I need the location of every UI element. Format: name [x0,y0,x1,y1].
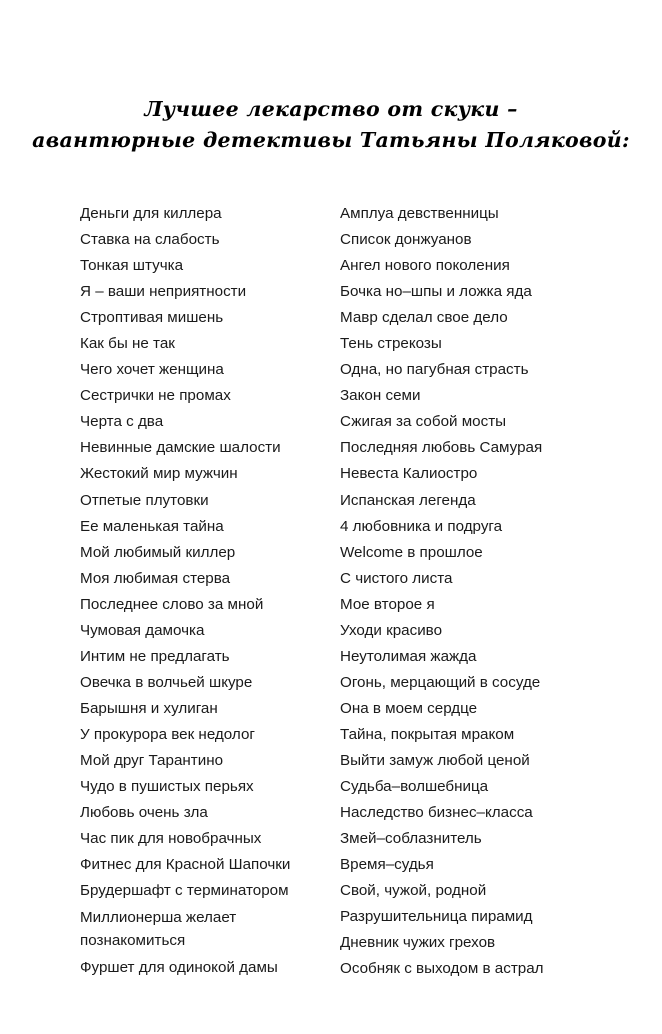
list-item: Особняк с выходом в астрал [340,960,544,978]
list-item: Черта с два [80,413,164,431]
list-item: Мое второе я [340,595,435,613]
list-item: Я – ваши неприятности [80,283,247,301]
list-item: Невинные дамские шалости [80,439,281,457]
list-item: Строптивая мишень [80,309,224,327]
list-item: Отпетые плутовки [80,491,209,509]
list-item: Ставка на слабость [80,231,220,249]
list-item: Чего хочет женщина [80,361,224,379]
page-title-line-2: авантюрные детективы Татьяны Поляковой: [32,128,630,152]
list-item: Жестокий мир мужчин [80,465,238,483]
list-item: Ангел нового поколения [340,257,510,275]
list-item: Брудершафт с терминатором [80,882,289,900]
list-item: Миллионерша желает познакомиться [80,909,241,950]
list-item: Судьба–волшебница [340,778,489,796]
list-item: Деньги для киллера [80,205,222,222]
list-item: Чумовая дамочка [80,621,205,639]
list-item: Последняя любовь Самурая [340,439,543,457]
list-item: Дневник чужих грехов [340,934,496,952]
list-item: Тайна, покрытая мраком [340,725,515,743]
list-item: Уходи красиво [340,621,443,639]
list-item: Огонь, мерцающий в сосуде [340,673,541,691]
list-item: Разрушительница пирамид [340,908,533,926]
list-item: Сестрички не промах [80,387,231,405]
list-item: Фитнес для Красной Шапочки [80,856,291,874]
list-item: Закон семи [340,387,421,405]
list-item: Час пик для новобрачных [80,830,262,848]
list-item: Список донжуанов [340,231,472,249]
list-item: С чистого листа [340,569,453,587]
list-item: Любовь очень зла [80,804,208,822]
list-item: Как бы не так [80,335,175,353]
list-item: Мой друг Тарантино [80,751,224,769]
book-list-column-right [340,201,600,982]
list-item: Одна, но пагубная страсть [340,361,529,379]
list-item: Время–судья [340,856,434,874]
list-item: Она в моем сердце [340,699,478,717]
list-item: Мавр сделал свое дело [340,309,508,327]
list-item: Интим не предлагать [80,647,230,665]
list-item: Мой любимый киллер [80,543,236,561]
list-item: Испанская легенда [340,491,476,509]
list-item: Свой, чужой, родной [340,882,487,900]
list-item: Сжигая за собой мосты [340,413,507,431]
list-item: Последнее слово за мной [80,595,264,613]
list-item: Наследство бизнес–класса [340,804,533,822]
list-item: Овечка в волчьей шкуре [80,673,253,691]
list-item: Амплуа девственницы [340,205,499,222]
list-item: Барышня и хулиган [80,699,218,717]
list-item: 4 любовника и подруга [340,517,503,535]
list-item: Чудо в пушистых перьях [80,778,254,796]
list-item: Ее маленькая тайна [80,517,224,535]
list-item: Welcome в прошлое [340,543,483,561]
book-list-column-left [80,201,340,982]
list-item: Неутолимая жажда [340,647,477,665]
list-item: Выйти замуж любой ценой [340,751,530,769]
list-item: Тонкая штучка [80,257,184,275]
list-item: Моя любимая стерва [80,569,231,587]
list-item: Тень стрекозы [340,335,442,353]
book-list-columns [0,155,662,982]
list-item: Фуршет для одинокой дамы [80,959,278,977]
page-title-line-1: Лучшее лекарство от скуки – [144,97,518,121]
list-item: Невеста Калиостро [340,465,478,483]
list-item: Змей–соблазнитель [340,830,482,848]
list-item: Бочка но–шпы и ложка яда [340,283,532,301]
list-item: У прокурора век недолог [80,725,255,743]
